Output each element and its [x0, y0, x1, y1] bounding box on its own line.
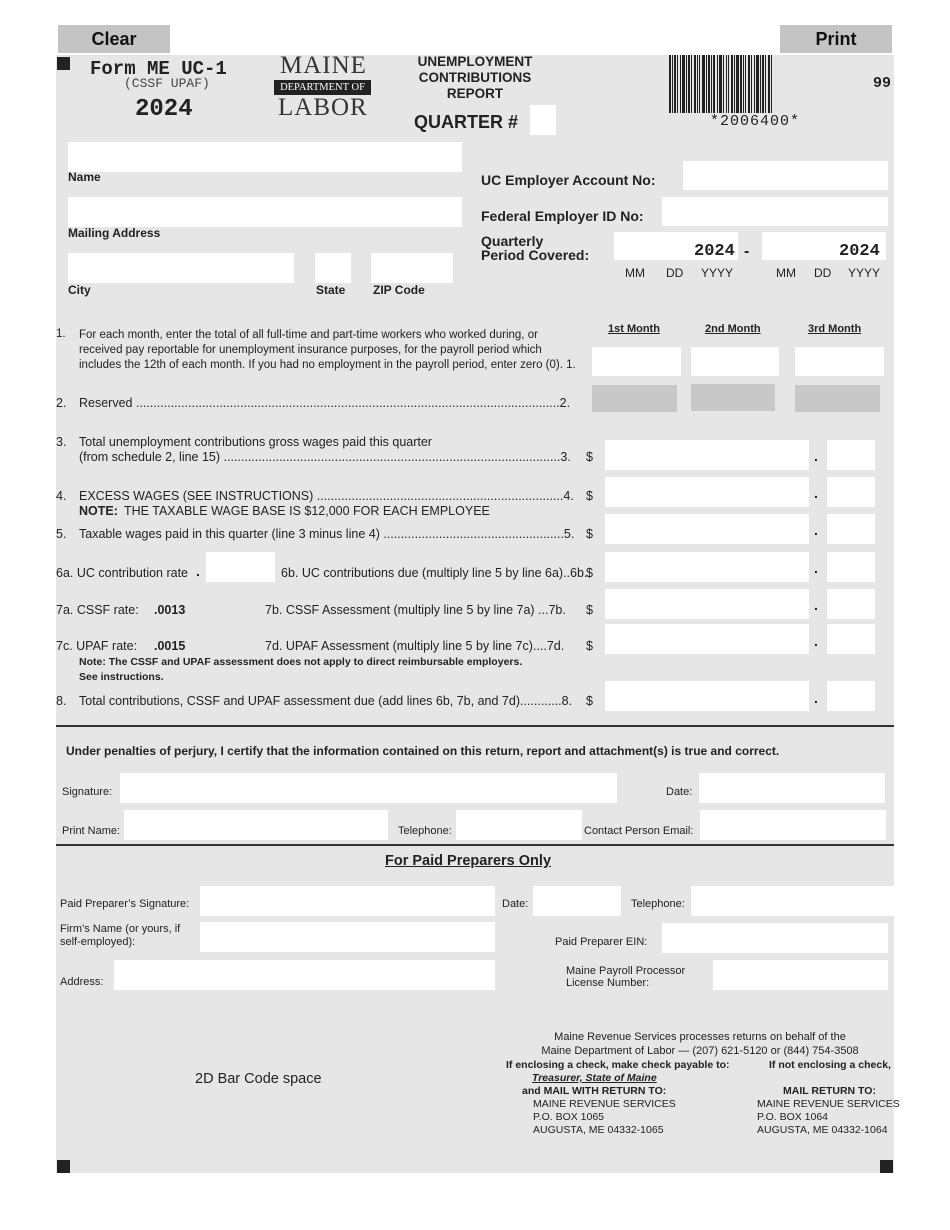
preparer-signature-input[interactable]: [200, 886, 495, 916]
firm-name-label-row: Firm’s Name (or yours, if: [60, 923, 181, 935]
zip-input[interactable]: [371, 253, 453, 283]
barcode-bar: [771, 55, 772, 113]
line3-dollars-input[interactable]: [605, 440, 809, 470]
no-check-row: MAIL RETURN TO:: [783, 1085, 876, 1097]
certification-text: Under penalties of perjury, I certify that the information contained on this return, report and attachment(s) is true and correct.: [66, 744, 780, 758]
quarter-input[interactable]: [530, 105, 556, 135]
mailing-address-label: Mailing Address: [68, 226, 161, 240]
barcode-bar: [686, 55, 687, 113]
telephone-label: Telephone:: [398, 825, 452, 837]
line8-dollars-input[interactable]: [605, 681, 809, 711]
address-line: MAINE REVENUE SERVICES: [533, 1098, 676, 1110]
preparer-signature-label: Paid Preparer’s Signature:: [60, 898, 190, 910]
barcode-bar: [745, 55, 746, 113]
logo-dept: DEPARTMENT OF: [274, 80, 371, 95]
barcode-bar: [734, 55, 735, 113]
period-label-line: Quarterly: [481, 233, 544, 249]
barcode-bar: [694, 55, 696, 113]
line7-note-row: See instructions.: [79, 671, 164, 683]
barcode-bar: [706, 55, 707, 113]
line1-text-row: includes the 12th of each month. If you had no employment in the payroll period, enter zero (0). 1.: [79, 359, 576, 371]
barcode-bar: [688, 55, 690, 113]
clear-button[interactable]: Clear: [58, 25, 170, 53]
barcode-bar: [736, 55, 739, 113]
line8-decimal: .: [814, 690, 818, 706]
preparer-telephone-input[interactable]: [691, 886, 894, 916]
print-name-input[interactable]: [124, 810, 388, 840]
barcode-bar: [691, 55, 692, 113]
city-input[interactable]: [68, 253, 294, 283]
line7a-text: 7a. CSSF rate:: [56, 603, 139, 617]
mrs-notice: [520, 1030, 880, 1058]
barcode-bar: [680, 55, 681, 113]
line7d-decimal: .: [814, 633, 818, 649]
email-input[interactable]: [700, 810, 886, 840]
period-label-line: Period Covered:: [481, 247, 590, 263]
line2-month3-reserved: [795, 385, 880, 412]
section-divider: [56, 725, 894, 727]
title-line: REPORT: [446, 86, 504, 101]
line7d-text: 7d. UPAF Assessment (multiply line 5 by line 7c)....7d.: [265, 639, 565, 653]
license-label-row: License Number:: [566, 977, 650, 989]
spacer: [757, 1072, 900, 1085]
line4-dollar: $: [586, 489, 593, 503]
date-label: Date:: [666, 786, 693, 798]
section-divider: [56, 844, 894, 846]
line1-month1-input[interactable]: [592, 347, 681, 376]
line1-month3-input[interactable]: [795, 347, 884, 376]
mailing-address-input[interactable]: [68, 197, 462, 227]
preparer-address-input[interactable]: [114, 960, 495, 990]
check-instructions-row: and MAIL WITH RETURN TO:: [522, 1085, 667, 1097]
preparer-ein-input[interactable]: [662, 923, 888, 953]
preparer-telephone-label: Telephone:: [631, 898, 685, 910]
line3-dollar: $: [586, 450, 593, 464]
name-input[interactable]: [68, 142, 462, 172]
address-line: P.O. BOX 1064: [757, 1111, 829, 1123]
yyyy-label: YYYY: [848, 266, 881, 280]
month3-header: 3rd Month: [808, 323, 862, 335]
line7b-cents-input[interactable]: [827, 589, 875, 619]
state-input[interactable]: [315, 253, 351, 283]
preparer-date-input[interactable]: [533, 886, 621, 916]
line6b-dollars-input[interactable]: [605, 552, 809, 582]
line7b-dollar: $: [586, 603, 593, 617]
mm-label: MM: [776, 266, 796, 280]
upaf-rate: .0015: [154, 639, 186, 653]
line6b-text: 6b. UC contributions due (multiply line 5 by line 6a)..6b.: [281, 566, 588, 580]
address-line: MAINE REVENUE SERVICES: [757, 1098, 900, 1110]
uc-account-input[interactable]: [683, 161, 888, 190]
print-button[interactable]: Print: [780, 25, 892, 53]
line7-note: [79, 655, 522, 685]
barcode-bar: [699, 55, 700, 113]
line6b-cents-input[interactable]: [827, 552, 875, 582]
form-year: 2024: [135, 96, 193, 123]
line4-note-label: NOTE:: [79, 504, 118, 518]
barcode-bar: [697, 55, 698, 113]
barcode-bar: [740, 55, 742, 113]
email-label: Contact Person Email:: [584, 825, 694, 837]
line7b-decimal: .: [814, 597, 818, 613]
barcode-bar: [669, 55, 671, 113]
check-instructions-row: If enclosing a check, make check payable to:: [506, 1059, 730, 1071]
mrs-notice-row: Maine Revenue Services processes returns on behalf of the: [554, 1031, 846, 1043]
line2-month2-reserved: [691, 384, 775, 411]
line6a-text: 6a. UC contribution rate: [56, 566, 189, 580]
report-title: [405, 54, 545, 102]
line4-cents-input[interactable]: [827, 477, 875, 507]
barcode-bar: [719, 55, 722, 113]
dd-label: DD: [814, 266, 832, 280]
dd-label: DD: [666, 266, 684, 280]
barcode-image: [669, 55, 851, 113]
mrs-notice-row: Maine Department of Labor — (207) 621-5120 or (844) 754-3508: [541, 1045, 859, 1057]
barcode-bar: [677, 55, 678, 113]
line6b-decimal: .: [814, 560, 818, 576]
address-line: AUGUSTA, ME 04332-1065: [533, 1124, 664, 1136]
barcode-bar: [702, 55, 705, 113]
barcode-bar: [674, 55, 676, 113]
line5-dollar: $: [586, 527, 593, 541]
line1-month2-input[interactable]: [691, 347, 779, 376]
barcode-bar: [756, 55, 759, 113]
line1-number: 1.: [56, 328, 66, 340]
line7d-cents-input[interactable]: [827, 624, 875, 654]
line6b-dollar: $: [586, 566, 593, 580]
line8-dollar: $: [586, 694, 593, 708]
barcode-bar: [711, 55, 712, 113]
preparer-heading: For Paid Preparers Only: [385, 853, 552, 869]
firm-name-input[interactable]: [200, 922, 495, 952]
barcode-bar: [723, 55, 724, 113]
quarter-label: QUARTER #: [414, 112, 519, 132]
cssf-rate: .0013: [154, 603, 186, 617]
line5-decimal: .: [814, 522, 818, 538]
zip-label: ZIP Code: [373, 283, 425, 297]
name-label: Name: [68, 170, 101, 184]
line4-dollars-input[interactable]: [605, 477, 809, 507]
month1-header: 1st Month: [608, 323, 660, 335]
line5-dollars-input[interactable]: [605, 514, 809, 544]
line7d-dollars-input[interactable]: [605, 624, 809, 654]
fein-label: Federal Employer ID No:: [481, 208, 644, 224]
form-id: Form ME UC-1: [90, 58, 227, 80]
line6a-decimal: .: [196, 563, 200, 579]
barcode-text: *2006400*: [710, 113, 801, 130]
logo-maine: MAINE: [280, 52, 367, 79]
line8-cents-input[interactable]: [827, 681, 875, 711]
date-input[interactable]: [699, 773, 885, 803]
no-check-instructions: [757, 1059, 900, 1137]
line7d-dollar: $: [586, 639, 593, 653]
license-label: [566, 965, 685, 989]
line3-number: 3.: [56, 435, 67, 449]
period-end-year: 2024: [839, 242, 880, 261]
fein-input[interactable]: [662, 197, 888, 226]
line3-text-row: Total unemployment contributions gross wages paid this quarter: [79, 435, 432, 449]
preparer-address-label: Address:: [60, 976, 104, 988]
barcode-bar: [672, 55, 673, 113]
line7-note-row: Note: The CSSF and UPAF assessment does not apply to direct reimbursable employers.: [79, 656, 523, 668]
signature-label: Signature:: [62, 786, 113, 798]
line5-text: Taxable wages paid in this quarter (line 3 minus line 4) ....................................................5.: [79, 527, 575, 541]
line4-decimal: .: [814, 485, 818, 501]
line1-text-row: received pay reportable for unemployment insurance purposes, for the payroll period which: [79, 344, 542, 356]
barcode-space-label: 2D Bar Code space: [195, 1071, 322, 1087]
registration-mark: [57, 57, 70, 70]
state-label: State: [316, 283, 346, 297]
barcode-bar: [743, 55, 744, 113]
barcode-bar: [713, 55, 715, 113]
line5-cents-input[interactable]: [827, 514, 875, 544]
line3-cents-input[interactable]: [827, 440, 875, 470]
period-label: [481, 234, 589, 262]
barcode-bar: [751, 55, 752, 113]
line3-text: [79, 435, 571, 465]
line1-text-row: For each month, enter the total of all full-time and part-time workers who worked during, or: [79, 329, 538, 341]
month2-header: 2nd Month: [705, 323, 761, 335]
line7b-dollars-input[interactable]: [605, 589, 809, 619]
barcode-bar: [708, 55, 710, 113]
uc-account-label: UC Employer Account No:: [481, 172, 656, 188]
line5-number: 5.: [56, 527, 67, 541]
line3-decimal: .: [814, 448, 818, 464]
barcode-bar: [726, 55, 727, 113]
check-instructions: [506, 1059, 730, 1137]
line4-note: THE TAXABLE WAGE BASE IS $12,000 FOR EACH EMPLOYEE: [124, 504, 490, 518]
barcode-bar: [760, 55, 761, 113]
period-separator: -: [744, 243, 750, 260]
firm-name-label-row: self-employed):: [60, 936, 136, 948]
line1-text: [79, 328, 576, 373]
license-label-row: Maine Payroll Processor: [566, 965, 686, 977]
city-label: City: [68, 283, 91, 297]
preparer-date-label: Date:: [502, 898, 529, 910]
line2-number: 2.: [56, 396, 67, 410]
line3-text-row: (from schedule 2, line 15) .................................................................................................3.: [79, 450, 571, 464]
line2-month1-reserved: [592, 385, 677, 412]
line7b-text: 7b. CSSF Assessment (multiply line 5 by line 7a) ...7b.: [265, 603, 566, 617]
title-line: UNEMPLOYMENT: [417, 54, 533, 69]
no-check-row: If not enclosing a check,: [769, 1059, 891, 1071]
line4-number: 4.: [56, 489, 67, 503]
barcode-bar: [731, 55, 733, 113]
license-input[interactable]: [713, 960, 888, 990]
barcode-bar: [748, 55, 750, 113]
line2-text: Reserved ..........................................................................................................................2.: [79, 396, 571, 410]
logo-labor: LABOR: [278, 94, 368, 121]
barcode-bar: [682, 55, 685, 113]
barcode-bar: [728, 55, 729, 113]
payee: Treasurer, State of Maine: [532, 1072, 657, 1084]
uc-rate-input[interactable]: [206, 552, 275, 582]
line4-text: EXCESS WAGES (SEE INSTRUCTIONS) .......................................................................4.: [79, 489, 574, 503]
barcode-bar: [717, 55, 718, 113]
registration-mark: [880, 1160, 893, 1173]
registration-mark: [57, 1160, 70, 1173]
barcode-bar: [768, 55, 770, 113]
telephone-input[interactable]: [456, 810, 582, 840]
yyyy-label: YYYY: [701, 266, 734, 280]
address-line: AUGUSTA, ME 04332-1064: [757, 1124, 888, 1136]
form-code: 99: [873, 75, 892, 92]
form-subtitle: (CSSF UPAF): [124, 76, 210, 91]
barcode-bar: [754, 55, 755, 113]
line7c-text: 7c. UPAF rate:: [56, 639, 138, 653]
line8-text: Total contributions, CSSF and UPAF assessment due (add lines 6b, 7b, and 7d)............8.: [79, 694, 573, 708]
print-name-label: Print Name:: [62, 825, 121, 837]
address-line: P.O. BOX 1065: [533, 1111, 605, 1123]
barcode-bar: [762, 55, 764, 113]
barcode-bar: [765, 55, 766, 113]
mm-label: MM: [625, 266, 645, 280]
firm-name-label: [60, 923, 180, 949]
period-start-year: 2024: [694, 242, 735, 261]
line8-number: 8.: [56, 694, 67, 708]
title-line: CONTRIBUTIONS: [418, 70, 532, 85]
preparer-ein-label: Paid Preparer EIN:: [555, 936, 648, 948]
signature-input[interactable]: [120, 773, 617, 803]
